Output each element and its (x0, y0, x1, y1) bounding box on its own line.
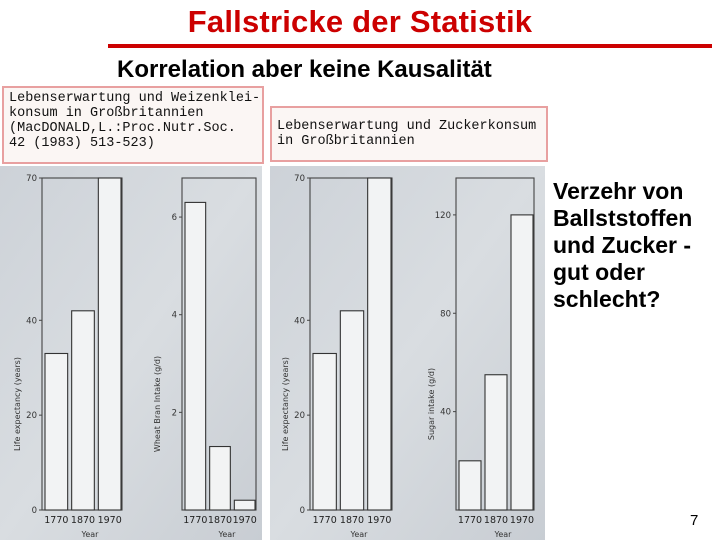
y-tick-label: 0 (299, 506, 305, 516)
slide-title: Fallstricke der Statistik (187, 4, 533, 39)
y-axis-label: Sugar intake (g/d) (427, 367, 436, 441)
bar (45, 353, 68, 510)
bar (459, 461, 481, 510)
bar (340, 311, 363, 510)
bar (210, 447, 231, 510)
question-line: schlecht? (553, 286, 661, 312)
title-underline (108, 44, 712, 48)
bar (72, 311, 95, 510)
bar (185, 202, 206, 510)
question-line: Verzehr von (553, 178, 684, 204)
x-tick-label: 1870 (339, 515, 365, 526)
page-number: 7 (690, 512, 699, 529)
y-tick-label: 6 (171, 213, 177, 224)
bar (485, 375, 507, 510)
x-tick-label: 1870 (483, 515, 509, 526)
y-tick-label: 70 (26, 174, 37, 184)
x-axis-label: Year (494, 530, 512, 539)
x-axis-label: Year (81, 530, 99, 539)
y-tick-label: 40 (440, 407, 451, 418)
y-tick-label: 40 (294, 316, 305, 327)
question-line: Ballststoffen (553, 205, 693, 231)
x-tick-label: 1770 (457, 515, 483, 526)
x-tick-label: 1770 (183, 515, 208, 526)
x-tick-label: 1970 (232, 515, 257, 526)
y-tick-label: 80 (440, 309, 451, 320)
slide-subtitle: Korrelation aber keine Kausalität (117, 56, 492, 83)
question-text (553, 178, 692, 313)
x-tick-label: 1970 (509, 515, 535, 526)
y-tick-label: 0 (31, 506, 37, 516)
y-tick-label: 120 (434, 210, 451, 221)
y-tick-label: 4 (171, 310, 177, 321)
x-tick-label: 1770 (312, 515, 337, 526)
y-tick-label: 2 (171, 408, 177, 419)
question-line: und Zucker - (553, 232, 692, 258)
y-tick-label: 40 (26, 316, 37, 327)
caption-sugar: Lebenserwartung und Zuckerkonsum in Großbritannien (270, 106, 548, 162)
question-line: gut oder (553, 259, 645, 285)
caption-wheat-bran: Lebenserwartung und Weizenklei- konsum in Großbritannien (MacDONALD,L.:Proc.Nutr.Soc. 42 (1983) 513-523) (2, 86, 264, 164)
y-tick-label: 20 (26, 411, 37, 422)
x-tick-label: 1870 (70, 515, 96, 526)
bar (234, 500, 255, 510)
x-tick-label: 1970 (367, 515, 392, 526)
x-tick-label: 1770 (44, 515, 69, 526)
y-tick-label: 70 (294, 174, 305, 184)
bar (313, 353, 336, 510)
bar (511, 215, 533, 510)
scanned-charts (0, 166, 545, 540)
bar (98, 178, 121, 510)
x-axis-label: Year (218, 530, 236, 539)
y-tick-label: 20 (294, 411, 305, 422)
y-axis-label: Life expectancy (years) (13, 357, 22, 451)
x-axis-label: Year (350, 530, 368, 539)
x-tick-label: 1870 (207, 515, 233, 526)
y-axis-label: Wheat Bran Intake (g/d) (153, 355, 162, 453)
y-axis-label: Life expectancy (years) (281, 357, 290, 451)
bar (368, 178, 391, 510)
x-tick-label: 1970 (97, 515, 122, 526)
